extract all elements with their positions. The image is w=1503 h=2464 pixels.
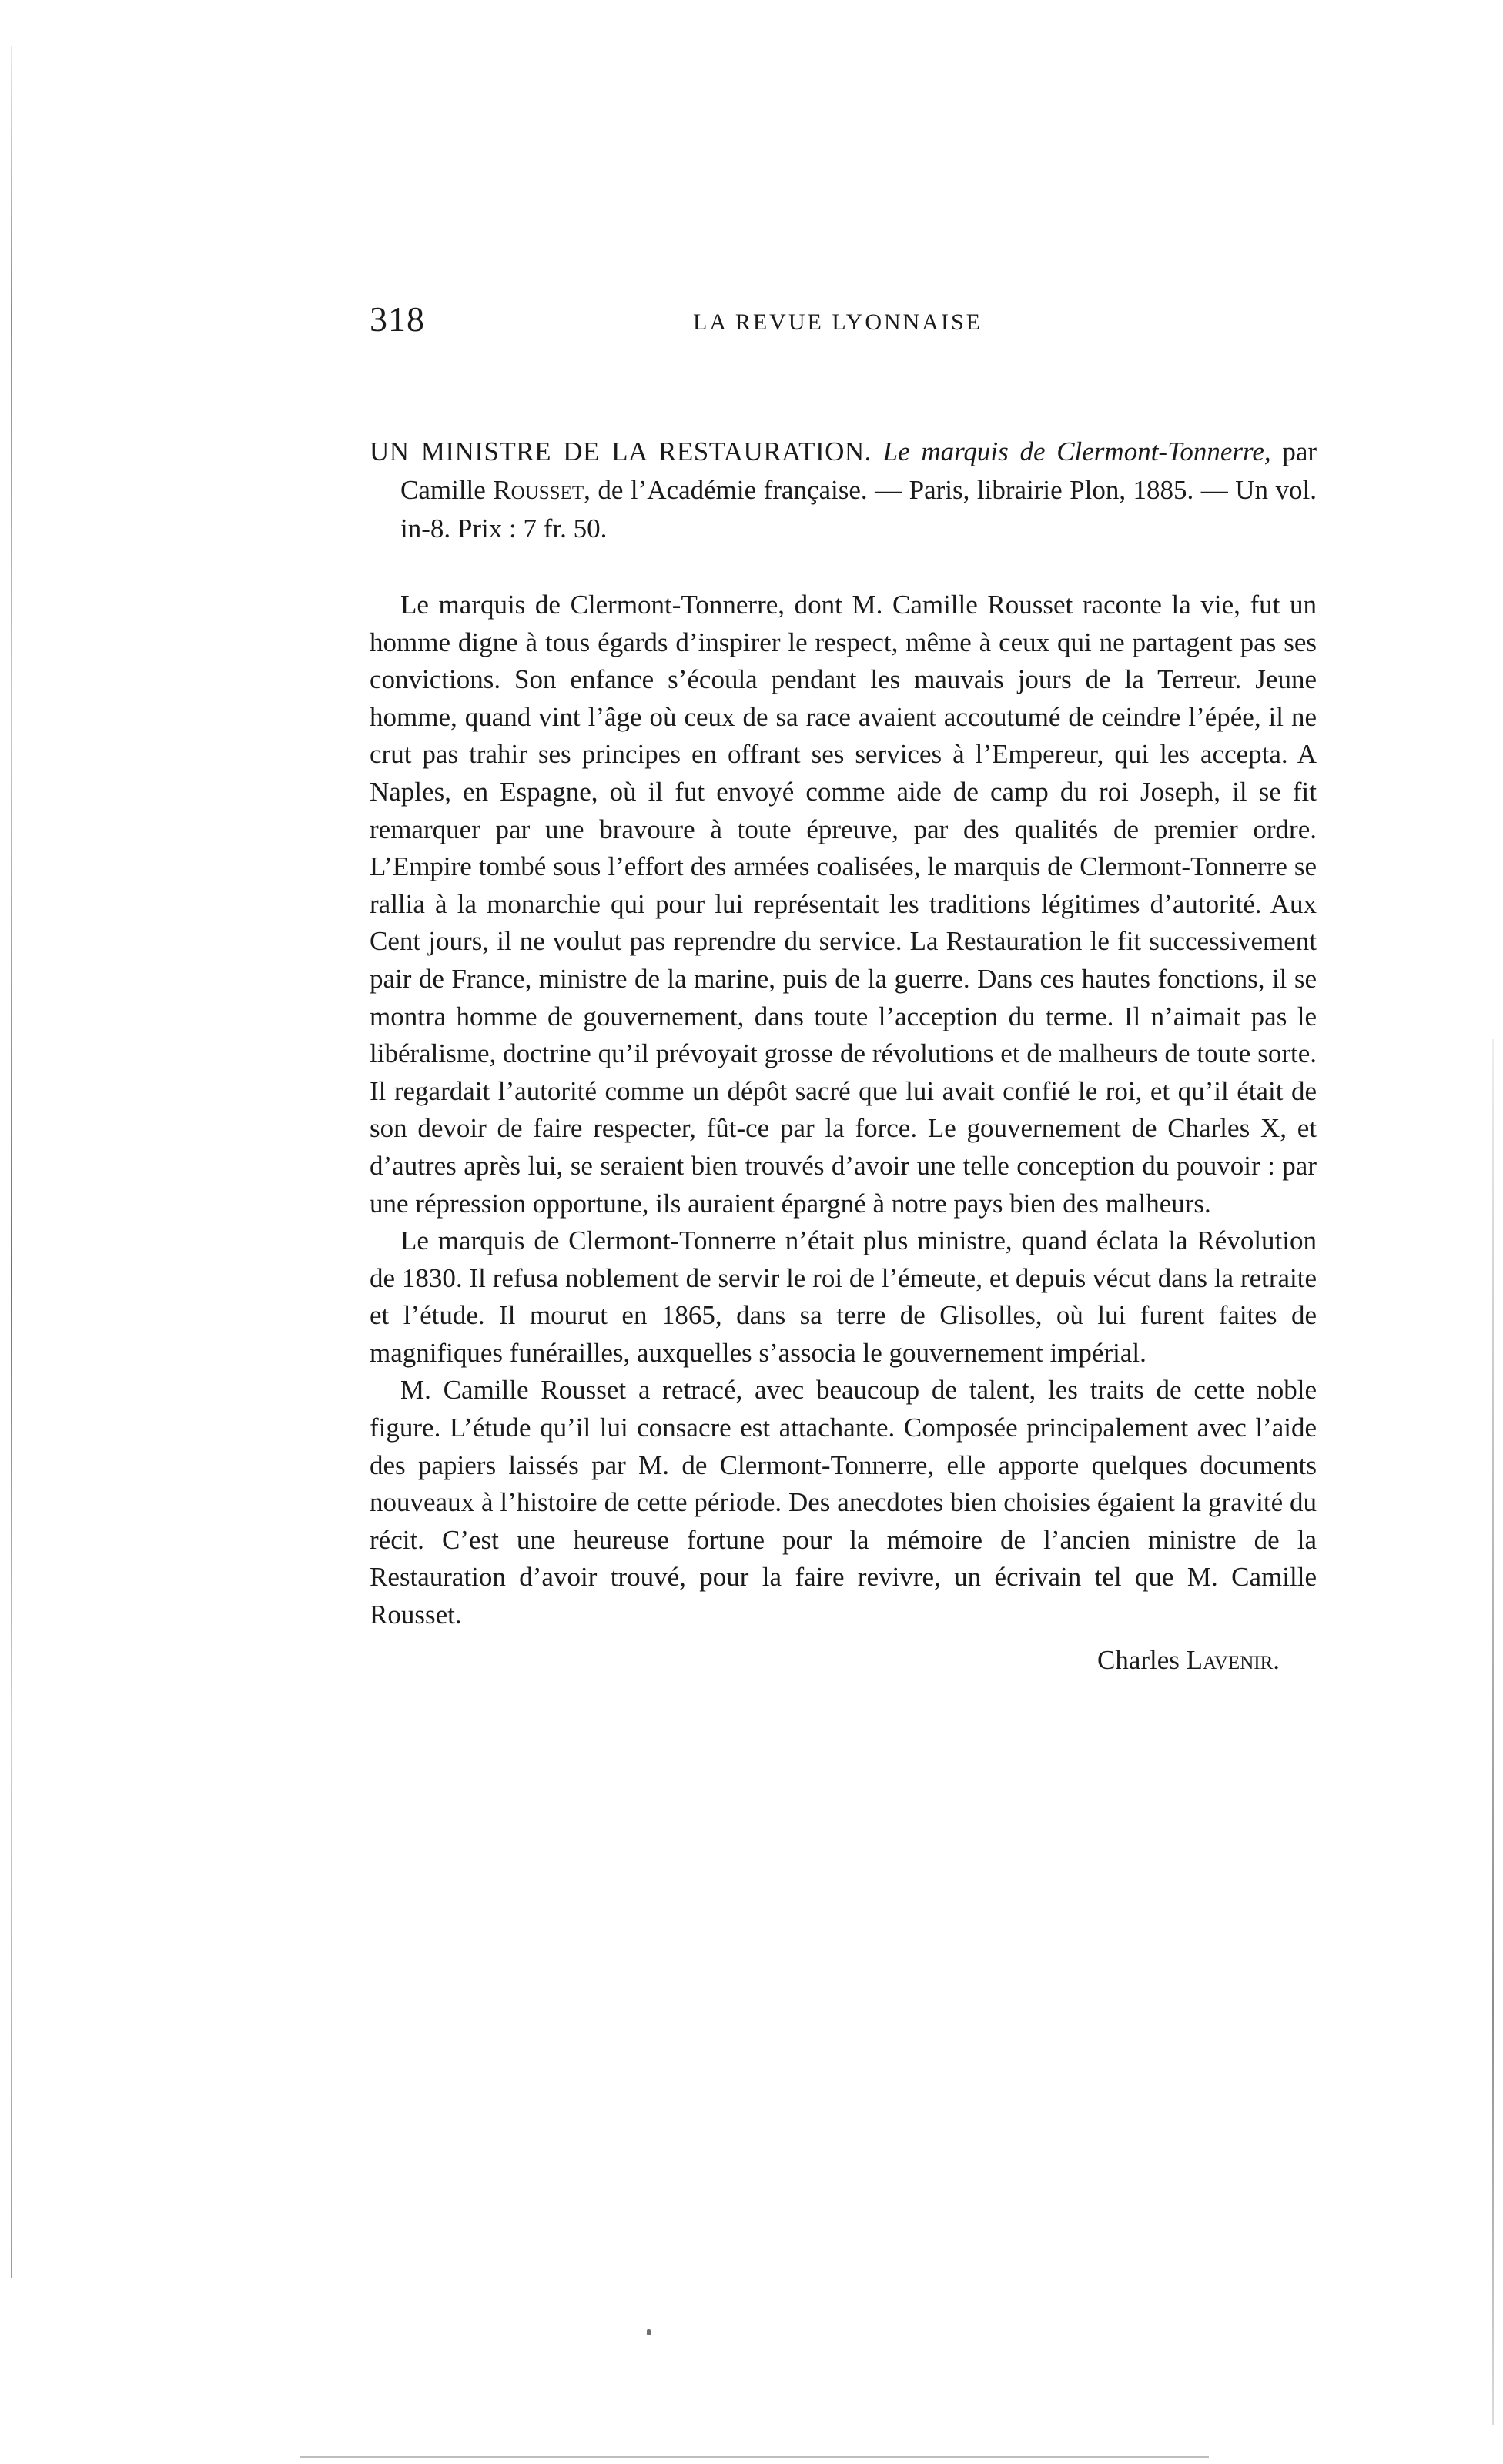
- running-head: [370, 299, 1317, 345]
- ink-speck: [647, 2329, 651, 2335]
- paragraph-2: Le marquis de Clermont-Tonnerre n’était plus ministre, quand éclata la Révolution de 1830. Il refusa noblement de servir le roi de l’émeute, et depuis vécut dans la retraite et l’étude. Il mourut en 1865, dans sa terre de Glisolles, où lui furent faites de magnifiques funérailles, auxquelles s’associa le gouvernement impérial.: [370, 1225, 1317, 1368]
- scan-edge-bottom: [300, 2456, 1209, 2458]
- paragraph-1: Le marquis de Clermont-Tonnerre, dont M. Camille Rousset raconte la vie, fut un homme digne à tous égards d’inspirer le respect, même à ceux qui ne partagent pas ses convictions. Son enfance s’écoula pendant les mauvais jours de la Terreur. Jeune homme, quand vint l’âge où ceux de sa race avaient accoutumé de ceindre l’épée, il ne crut pas trahir ses principes en offrant ses services à l’Empereur, qui les accepta. A Naples, en Espagne, où il fut envoyé comme aide de camp du roi Joseph, il se fit remarquer par une bravoure à toute épreuve, par des qualités de premier ordre. L’Empire tombé sous l’effort des armées coalisées, le marquis de Clermont-Tonnerre se rallia à la monarchie qui pour lui représentait les traditions légitimes d’autorité. Aux Cent jours, il ne voulut pas reprendre du service. La Restauration le fit successivement pair de France, ministre de la marine, puis de la guerre. Dans ces hautes fonctions, il se montra homme de gouvernement, dans toute l’acception du terme. Il n’aimait pas le libéralisme, doctrine qu’il prévoyait grosse de révolutions et de malheurs de toute sorte. Il regardait l’autorité comme un dépôt sacré que lui avait confié le roi, et qu’il était de son devoir de faire respecter, fût-ce par la force. Le gouvernement de Charles X, et d’autres après lui, se seraient bien trouvés d’avoir une telle conception du pouvoir : par une répression opportune, ils auraient épargné à notre pays bien des malheurs.: [370, 590, 1317, 1219]
- byline: par Camille: [400, 436, 1317, 505]
- book-title: Le marquis de Clermont-Tonnerre,: [882, 436, 1271, 466]
- author-surname: Rousset,: [493, 475, 591, 505]
- book-review: [370, 433, 1317, 1679]
- journal-title: LA REVUE LYONNAISE: [693, 309, 982, 335]
- signature: [370, 1642, 1317, 1679]
- review-title: UN MINISTRE DE LA RESTAURATION.: [370, 436, 872, 466]
- page-number: 318: [370, 299, 425, 339]
- paragraph-3: M. Camille Rousset a retracé, avec beaucoup de talent, les traits de cette noble figure. L’étude qu’il lui consacre est attachante. Composée principalement avec l’aide des papiers laissés par M. de Clermont-Tonnerre, elle apporte quelques documents nouveaux à l’histoire de cette période. Des anecdotes bien choisies égaient la gravité du récit. C’est une heureuse fortune pour la mémoire de l’ancien ministre de la Restauration d’avoir trouvé, pour la faire revivre, un écrivain tel que M. Camille Rousset.: [370, 1375, 1317, 1630]
- signature-surname: Lavenir.: [1186, 1644, 1280, 1675]
- publication-details: de l’Académie française. — Paris, librairie Plon, 1885. — Un vol. in-8. Prix : 7 fr. 50.: [400, 475, 1317, 543]
- scan-edge-right: [1492, 1039, 1494, 2425]
- scan-edge-left: [11, 46, 12, 2278]
- signature-first-name: Charles: [1096, 1644, 1180, 1675]
- review-body: [370, 587, 1317, 1634]
- review-heading: [370, 433, 1317, 548]
